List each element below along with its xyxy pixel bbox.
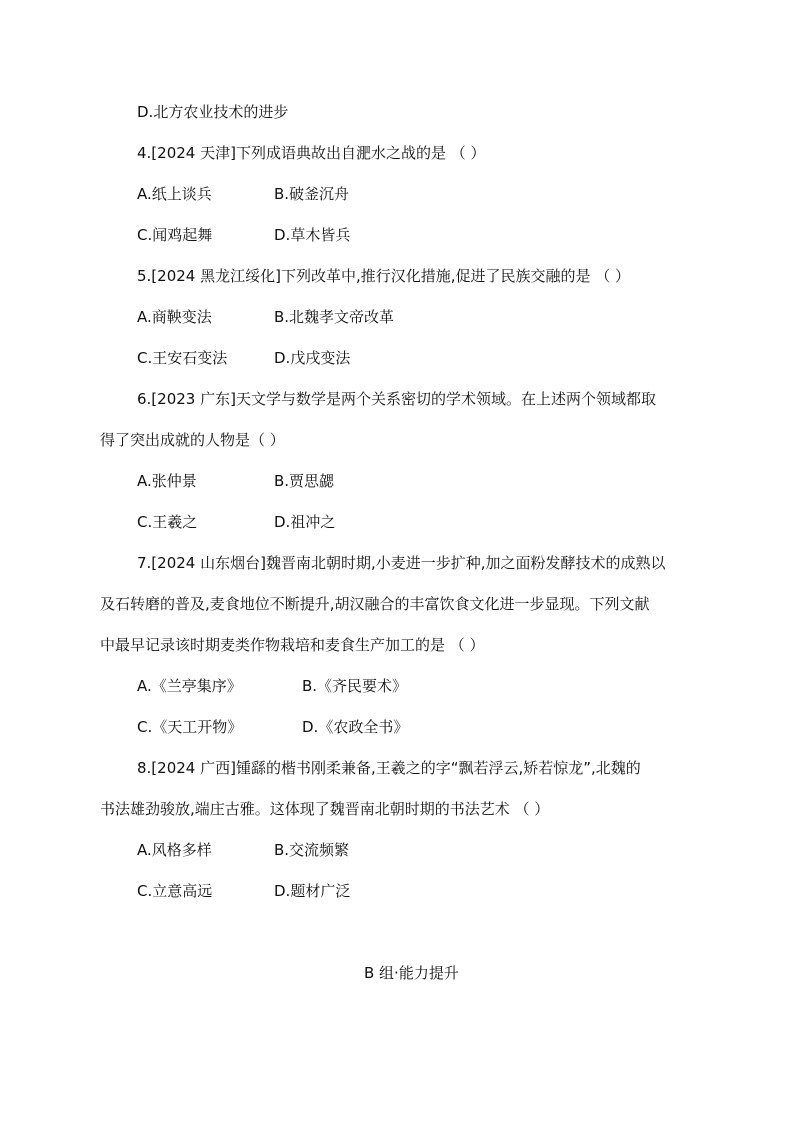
section-b-heading: B 组·能力提升	[364, 964, 459, 982]
q7-stem-line-1: 7.[2024 山东烟台]魏晋南北朝时期,小麦进一步扩种,加之面粉发酵技术的成熟以	[137, 554, 666, 572]
q3-option-d: D.北方农业技术的进步	[137, 103, 289, 121]
q8-stem-line-2: 书法雄劲骏放,端庄古雅。这体现了魏晋南北朝时期的书法艺术 （ ）	[100, 800, 550, 818]
q7-stem-line-2: 及石转磨的普及,麦食地位不断提升,胡汉融合的丰富饮食文化进一步显现。下列文献	[100, 595, 650, 613]
q8-stem-line-1: 8.[2024 广西]锺繇的楷书刚柔兼备,王羲之的字“飘若浮云,矫若惊龙”,北魏的	[137, 759, 641, 777]
q5-option-b: B.北魏孝文帝改革	[274, 308, 395, 326]
q5-option-a: A.商鞅变法	[137, 308, 212, 326]
q5-option-d: D.戊戌变法	[274, 349, 351, 367]
q7-option-c: C.《天工开物》	[137, 718, 243, 736]
q8-option-d: D.题材广泛	[274, 882, 351, 900]
q7-option-b: B.《齐民要术》	[302, 677, 408, 695]
q7-option-a: A.《兰亭集序》	[137, 677, 242, 695]
q7-option-d: D.《农政全书》	[302, 718, 409, 736]
q5-option-c: C.王安石变法	[137, 349, 228, 367]
q6-option-c: C.王羲之	[137, 513, 198, 531]
q8-option-b: B.交流频繁	[274, 841, 350, 859]
q6-option-d: D.祖冲之	[274, 513, 336, 531]
q6-option-b: B.贾思勰	[274, 472, 335, 490]
q4-option-c: C.闻鸡起舞	[137, 226, 213, 244]
q7-stem-line-3: 中最早记录该时期麦类作物栽培和麦食生产加工的是 （ ）	[100, 636, 485, 654]
q4-stem: 4.[2024 天津]下列成语典故出自淝水之战的是 （ ）	[137, 144, 486, 162]
q4-option-b: B.破釜沉舟	[274, 185, 350, 203]
q8-option-a: A.风格多样	[137, 841, 212, 859]
q6-option-a: A.张仲景	[137, 472, 197, 490]
q8-option-c: C.立意高远	[137, 882, 213, 900]
q6-stem-line-2: 得了突出成就的人物是（ ）	[100, 431, 285, 449]
q4-option-d: D.草木皆兵	[274, 226, 351, 244]
q5-stem: 5.[2024 黑龙江绥化]下列改革中,推行汉化措施,促进了民族交融的是 （ ）	[137, 267, 631, 285]
q6-stem-line-1: 6.[2023 广东]天文学与数学是两个关系密切的学术领域。在上述两个领域都取	[137, 390, 656, 408]
q4-option-a: A.纸上谈兵	[137, 185, 212, 203]
